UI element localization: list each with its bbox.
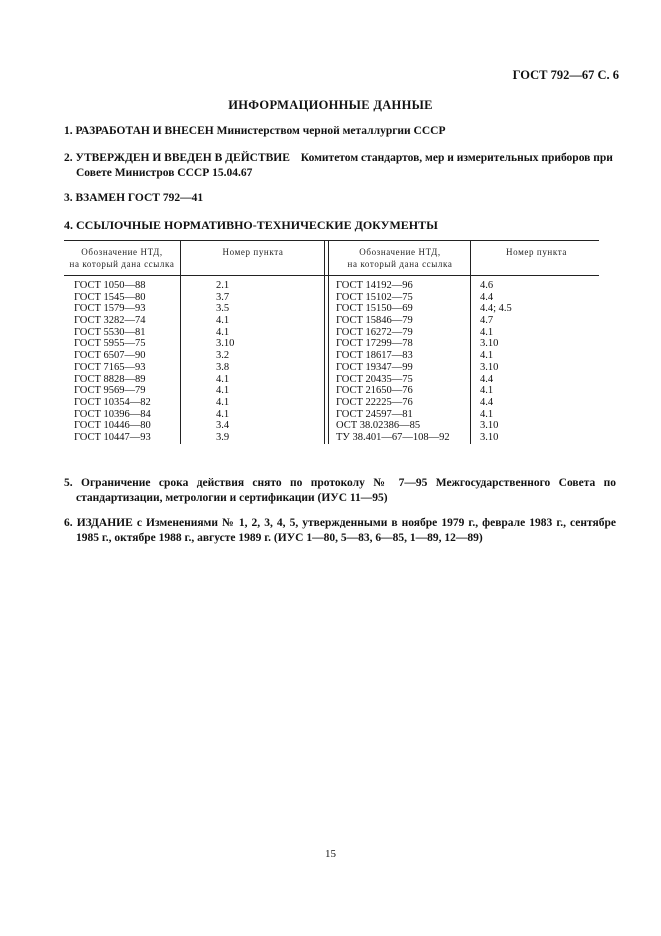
column-divider xyxy=(180,241,181,275)
cell-doc-left: ГОСТ 1545—80 xyxy=(74,291,146,303)
cell-num-right: 4.1 xyxy=(480,408,494,420)
cell-num-right: 3.10 xyxy=(480,338,499,350)
table-header xyxy=(64,240,599,276)
cell-num-left: 4.1 xyxy=(216,396,230,408)
cell-num-right: 4.1 xyxy=(480,385,494,397)
item-heading: ВЗАМЕН ГОСТ 792—41 xyxy=(75,192,204,204)
info-item-3 xyxy=(64,191,604,206)
item-text: ИЗДАНИЕ с Изменениями № 1, 2, 3, 4, 5, утвержденными в ноябре 1979 г., феврале 1983 г., сентябре 1985 г., октябре 1988 г., августе 1989 г. (ИУС 1—80, 5—83, 6—85, 1—89, 12—89) xyxy=(76,517,616,544)
column-divider xyxy=(470,241,471,275)
info-item-4 xyxy=(64,218,604,233)
cell-doc-right: ГОСТ 17299—78 xyxy=(336,338,413,350)
cell-num-left: 4.1 xyxy=(216,408,230,420)
header-num-right: Номер пункта xyxy=(506,247,567,257)
table-row xyxy=(64,315,599,327)
table-row xyxy=(64,420,599,432)
cell-doc-right: ГОСТ 21650—76 xyxy=(336,385,413,397)
column-divider-double xyxy=(324,276,329,444)
cell-num-left: 3.7 xyxy=(216,291,230,303)
table-row xyxy=(64,303,599,315)
cell-doc-left: ГОСТ 10354—82 xyxy=(74,396,151,408)
page-number: 15 xyxy=(325,848,336,860)
header-num-left: Номер пункта xyxy=(222,247,284,257)
table-row xyxy=(64,432,599,444)
cell-doc-right: ГОСТ 15150—69 xyxy=(336,303,413,315)
cell-num-left: 3.5 xyxy=(216,303,230,315)
cell-num-left: 4.1 xyxy=(216,315,230,327)
cell-doc-right: ОСТ 38.02386—85 xyxy=(336,420,421,432)
info-item-5 xyxy=(64,476,616,506)
cell-num-left: 3.10 xyxy=(216,338,235,350)
cell-num-left: 3.4 xyxy=(216,420,230,432)
cell-doc-right: ГОСТ 14192—96 xyxy=(336,280,413,291)
cell-num-left: 4.1 xyxy=(216,373,230,385)
cell-num-left: 4.1 xyxy=(216,326,230,338)
cell-num-left: 3.8 xyxy=(216,361,230,373)
cell-num-left: 3.9 xyxy=(216,431,230,443)
cell-num-right: 3.10 xyxy=(480,431,499,443)
cell-doc-left: ГОСТ 1050—88 xyxy=(74,280,146,291)
table-body xyxy=(64,276,599,444)
document-code: ГОСТ 792—67 С. 6 xyxy=(512,68,619,82)
cell-doc-right: ГОСТ 15102—75 xyxy=(336,291,413,303)
info-item-6 xyxy=(64,516,616,546)
cell-doc-right: ГОСТ 16272—79 xyxy=(336,326,413,338)
cell-doc-left: ГОСТ 9569—79 xyxy=(74,385,146,397)
item-text: Министерством черной металлургии СССР xyxy=(216,125,446,137)
cell-num-left: 3.2 xyxy=(216,350,230,362)
cell-doc-right: ГОСТ 20435—75 xyxy=(336,373,413,385)
header-doc-right: Обозначение НТД, на который дана ссылка xyxy=(347,247,453,269)
cell-num-right: 4.4 xyxy=(480,291,494,303)
table-row xyxy=(64,350,599,362)
cell-num-right: 4.4 xyxy=(480,373,494,385)
table-row xyxy=(64,280,599,292)
item-number: 4. xyxy=(64,218,73,232)
table-row xyxy=(64,292,599,304)
item-number: 3. xyxy=(64,192,73,204)
item-text: Комитетом стандартов, мер и измерительных приборов при Совете Министров СССР 15.04.67 xyxy=(76,152,613,179)
table-row xyxy=(64,385,599,397)
column-divider xyxy=(470,276,471,444)
item-number: 6. xyxy=(64,517,73,529)
cell-doc-left: ГОСТ 8828—89 xyxy=(74,373,146,385)
table-row xyxy=(64,374,599,386)
cell-num-right: 4.1 xyxy=(480,350,494,362)
references-table xyxy=(64,240,599,444)
cell-doc-left: ГОСТ 10446—80 xyxy=(74,420,151,432)
cell-doc-left: ГОСТ 7165—93 xyxy=(74,361,146,373)
cell-doc-left: ГОСТ 5530—81 xyxy=(74,326,146,338)
info-item-2 xyxy=(64,151,621,181)
cell-num-right: 4.7 xyxy=(480,315,494,327)
cell-num-right: 4.6 xyxy=(480,280,494,291)
item-heading: УТВЕРЖДЕН И ВВЕДЕН В ДЕЙСТВИЕ xyxy=(75,152,290,164)
cell-doc-left: ГОСТ 10396—84 xyxy=(74,408,151,420)
cell-num-right: 4.1 xyxy=(480,326,494,338)
cell-doc-left: ГОСТ 6507—90 xyxy=(74,350,146,362)
cell-doc-left: ГОСТ 3282—74 xyxy=(74,315,146,327)
cell-num-right: 4.4; 4.5 xyxy=(480,303,512,315)
cell-doc-right: ГОСТ 19347—99 xyxy=(336,361,413,373)
table-row xyxy=(64,327,599,339)
cell-doc-right: ГОСТ 22225—76 xyxy=(336,396,413,408)
item-heading: ССЫЛОЧНЫЕ НОРМАТИВНО-ТЕХНИЧЕСКИЕ ДОКУМЕНТЫ xyxy=(76,218,438,232)
header-doc-left: Обозначение НТД, на который дана ссылка xyxy=(69,247,175,269)
cell-doc-right: ГОСТ 24597—81 xyxy=(336,408,413,420)
cell-num-right: 3.10 xyxy=(480,420,499,432)
cell-doc-right: ТУ 38.401—67—108—92 xyxy=(336,431,450,443)
column-divider-double xyxy=(324,241,329,275)
item-text: Ограничение срока действия снято по протоколу № 7—95 Межгосударственного Совета по стандартизации, метрологии и сертификации (ИУС 11—95) xyxy=(76,477,617,504)
item-number: 5. xyxy=(64,477,73,489)
table-row xyxy=(64,409,599,421)
item-number: 2. xyxy=(64,152,73,164)
cell-doc-right: ГОСТ 15846—79 xyxy=(336,315,413,327)
table-row xyxy=(64,362,599,374)
cell-num-right: 4.4 xyxy=(480,396,494,408)
section-title: ИНФОРМАЦИОННЫЕ ДАННЫЕ xyxy=(228,98,433,112)
cell-doc-left: ГОСТ 1579—93 xyxy=(74,303,146,315)
item-number: 1. xyxy=(64,125,73,137)
cell-num-right: 3.10 xyxy=(480,361,499,373)
cell-doc-left: ГОСТ 5955—75 xyxy=(74,338,146,350)
info-item-1 xyxy=(64,124,604,139)
column-divider xyxy=(180,276,181,444)
cell-num-left: 2.1 xyxy=(216,280,230,291)
cell-num-left: 4.1 xyxy=(216,385,230,397)
table-row xyxy=(64,397,599,409)
item-heading: РАЗРАБОТАН И ВНЕСЕН xyxy=(75,125,214,137)
cell-doc-right: ГОСТ 18617—83 xyxy=(336,350,413,362)
cell-doc-left: ГОСТ 10447—93 xyxy=(74,431,151,443)
table-row xyxy=(64,338,599,350)
